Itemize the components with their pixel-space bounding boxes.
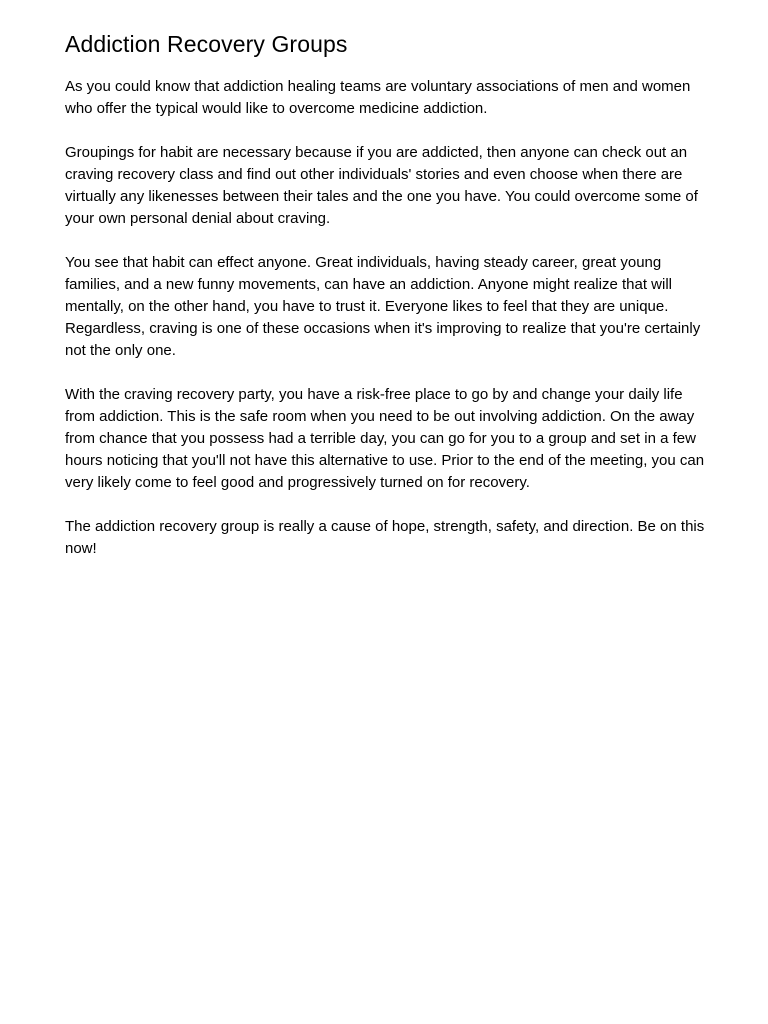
- document-paragraph: You see that habit can effect anyone. Great individuals, having steady career, great young families, and a new funny movements, can have an addiction. Anyone might realize that will mentally, on the other hand, you have to trust it. Everyone likes to feel that they are unique. Regardless, craving is one of these occasions when it's improving to realize that you're certainly not the only one.: [65, 254, 701, 359]
- document-title: Addiction Recovery Groups: [65, 31, 348, 57]
- document-paragraph: With the craving recovery party, you have a risk-free place to go by and change your daily life from addiction. This is the safe room when you need to be out involving addiction. On the away from chance that you possess had a terrible day, you can go for you to a group and set in a few hours noticing that you'll not have this alternative to use. Prior to the end of the meeting, you can very likely come to feel good and progressively turned on for recovery.: [65, 386, 705, 491]
- document-paragraph: As you could know that addiction healing teams are voluntary associations of men and women who offer the typical would like to overcome medicine addiction.: [65, 78, 691, 117]
- document-page: [65, 28, 715, 582]
- document-paragraph: The addiction recovery group is really a cause of hope, strength, safety, and direction. Be on this now!: [65, 518, 705, 557]
- document-paragraph: Groupings for habit are necessary because if you are addicted, then anyone can check out an craving recovery class and find out other individuals' stories and even choose when there are virtually any likenesses between their tales and the one you have. You could overcome some of your own personal denial about craving.: [65, 144, 698, 227]
